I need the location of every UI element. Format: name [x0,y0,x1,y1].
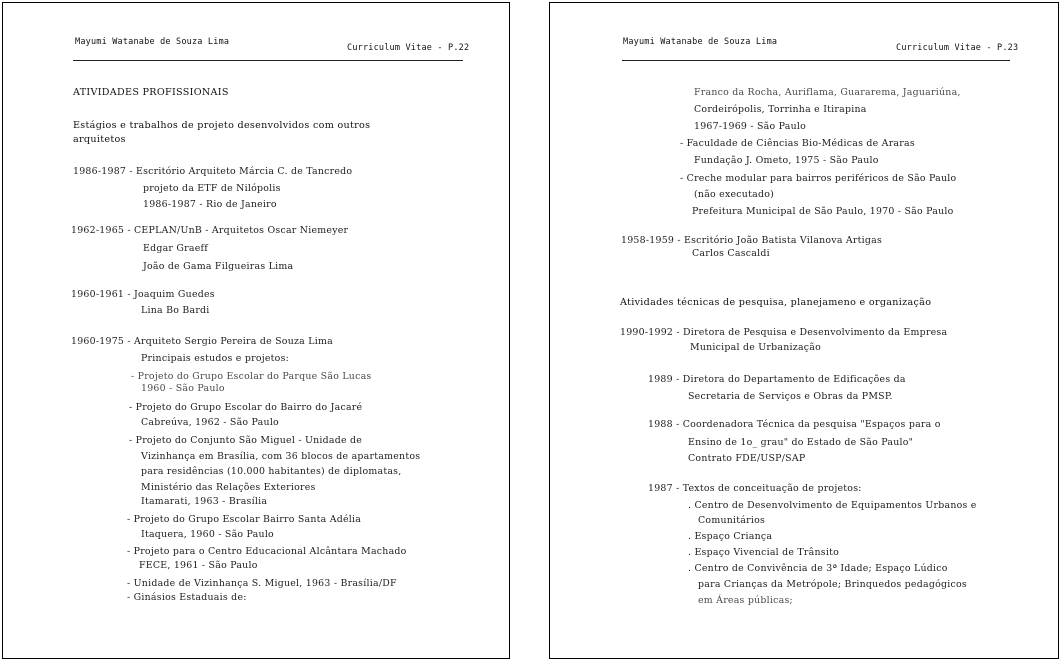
list-item: Vizinhança em Brasília, com 36 blocos de apartamentos [141,451,421,462]
list-item: . Centro de Desenvolvimento de Equipamentos Urbanos e [688,500,977,511]
list-item: - Faculdade de Ciências Bio-Médicas de Araras [680,138,915,149]
list-item: - Ginásios Estaduais de: [127,592,247,603]
entry-line: 1960-1975 - Arquiteto Sergio Pereira de Souza Lima [71,336,333,347]
entry-line: Municipal de Urbanização [690,342,822,353]
list-item: - Projeto para o Centro Educacional Alcântara Machado [127,546,407,557]
entry-line: 1986-1987 - Escritório Arquiteto Márcia C. de Tancredo [73,166,353,177]
header-page-label: Curriculum Vitae - P.23 [896,43,1019,53]
list-item: - Projeto do Grupo Escolar do Bairro do Jacaré [129,402,363,413]
header-rule [622,60,1010,61]
list-item: . Espaço Vivencial de Trânsito [688,547,839,558]
document-page-23 [549,2,1059,659]
entry-line: 1990-1992 - Diretora de Pesquisa e Desenvolvimento da Empresa [620,327,948,338]
subsection-heading: Estágios e trabalhos de projeto desenvolvidos com outros [73,120,371,131]
entry-line: 1962-1965 - CEPLAN/UnB - Arquitetos Oscar Niemeyer [71,225,349,236]
list-item: Comunitários [698,515,766,526]
entry-line: 1958-1959 - Escritório João Batista Vilanova Artigas [621,235,883,246]
entry-line: Ensino de 1o_ grau" do Estado de São Paulo" [688,437,914,448]
list-item: . Espaço Criança [688,531,773,542]
entry-line: Principais estudos e projetos: [141,353,290,364]
list-item: - Projeto do Grupo Escolar do Parque São Lucas [131,371,372,382]
entry-line: projeto da ETF de Nilópolis [143,183,281,194]
subsection-heading-cont: arquitetos [73,134,126,145]
subsection-heading: Atividades técnicas de pesquisa, planejameno e organização [620,297,932,308]
list-item: Cabreúva, 1962 - São Paulo [141,417,279,428]
list-item: Prefeitura Municipal de São Paulo, 1970 - São Paulo [692,206,954,217]
entry-line: 1988 - Coordenadora Técnica da pesquisa "Espaços para o [648,419,941,430]
header-page-label: Curriculum Vitae - P.22 [347,43,470,53]
document-page-22 [2,2,510,659]
list-item: para residências (10.000 habitantes) de diplomatas, [141,466,402,477]
entry-line: 1987 - Textos de conceituação de projetos: [648,483,862,494]
list-item: (não executado) [694,189,774,200]
list-item: em Áreas públicas; [698,595,793,606]
entry-line: 1960-1961 - Joaquim Guedes [71,289,215,300]
header-rule [73,60,463,61]
list-item: Itaquera, 1960 - São Paulo [141,529,274,540]
header-author: Mayumi Watanabe de Souza Lima [75,37,230,47]
entry-line: Carlos Cascaldi [692,248,770,259]
entry-line: Contrato FDE/USP/SAP [688,453,806,464]
list-item: Fundação J. Ometo, 1975 - São Paulo [694,155,879,166]
list-item: FECE, 1961 - São Paulo [139,560,258,571]
list-item: Ministério das Relações Exteriores [141,482,316,493]
entry-line: Edgar Graeff [143,243,208,254]
entry-line: Lina Bo Bardi [141,305,210,316]
list-item: 1967-1969 - São Paulo [694,121,807,132]
entry-line: Secretaria de Serviços e Obras da PMSP. [688,391,893,402]
list-item: Itamarati, 1963 - Brasília [141,496,268,507]
list-item: - Unidade de Vizinhança S. Miguel, 1963 - Brasília/DF [127,578,397,589]
list-item: para Crianças da Metrópole; Brinquedos pedagógicos [698,579,967,590]
list-item: 1960 - São Paulo [141,383,225,394]
entry-line: João de Gama Filgueiras Lima [143,261,294,272]
entry-line: 1986-1987 - Rio de Janeiro [143,199,277,210]
entry-line: 1989 - Diretora do Departamento de Edificações da [648,374,906,385]
header-author: Mayumi Watanabe de Souza Lima [623,37,778,47]
list-item: Cordeirópolis, Torrinha e Itirapina [694,104,867,115]
list-item: - Projeto do Grupo Escolar Bairro Santa Adélia [127,514,362,525]
section-heading: ATIVIDADES PROFISSIONAIS [73,87,229,98]
list-item: Franco da Rocha, Auriflama, Guararema, Jaguariúna, [694,87,961,98]
list-item: . Centro de Convivência de 3ª Idade; Espaço Lúdico [688,563,948,574]
list-item: - Projeto do Conjunto São Miguel - Unidade de [129,435,363,446]
list-item: - Creche modular para bairros periféricos de São Paulo [680,173,957,184]
